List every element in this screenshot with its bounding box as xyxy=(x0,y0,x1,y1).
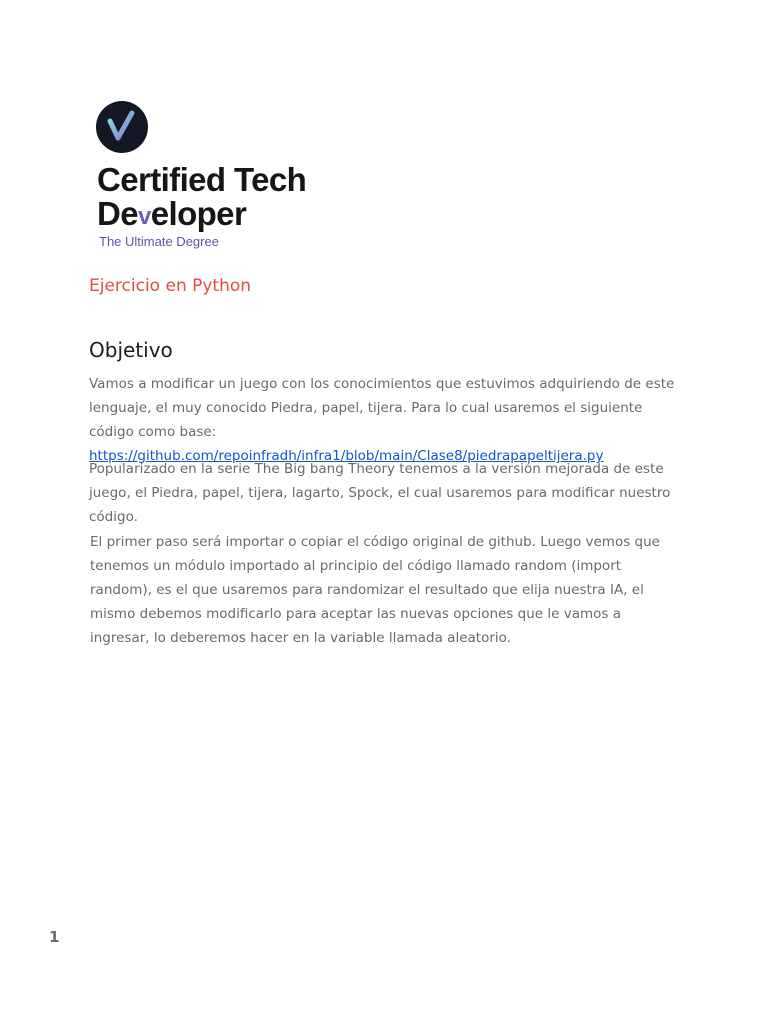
logo-wordmark-part-1: De xyxy=(97,195,138,232)
github-code-link[interactable]: https://github.com/repoinfradh/infra1/blob/main/Clase8/piedrapapeltijera.py xyxy=(89,448,604,464)
page-number: 1 xyxy=(49,928,60,946)
checkmark-logo-icon xyxy=(96,101,148,153)
certified-tech-developer-logo xyxy=(96,101,356,251)
logo-wordmark-part-2: eloper xyxy=(150,195,247,232)
objective-heading: Objetivo xyxy=(89,338,173,362)
logo-tagline: The Ultimate Degree xyxy=(99,234,219,249)
checkmark-logo-svg xyxy=(96,101,148,153)
section-label: Ejercicio en Python xyxy=(89,276,252,296)
paragraph-first-step: El primer paso será importar o copiar el código original de github. Luego vemos que tenemos un módulo importado al principio del código llamado random (import random), es el que usaremos para randomizar el resultado que elija nuestra IA, el mismo debemos modificarlo para aceptar las nuevas opciones que le vamos a ingresar, lo deberemos hacer en la variable llamada aleatorio. xyxy=(90,534,660,646)
paragraph-intro xyxy=(89,372,681,468)
paragraph-big-bang: Popularizado en la serie The Big bang Theory tenemos a la versión mejorada de este juego, el Piedra, papel, tijera, lagarto, Spock, el cual usaremos para modificar nuestro código. xyxy=(89,461,671,525)
logo-wordmark-line-1: Certified Tech xyxy=(97,161,307,198)
logo-wordmark-line-2 xyxy=(97,197,246,235)
paragraph-intro-text: Vamos a modificar un juego con los conocimientos que estuvimos adquiriendo de este lenguaje, el muy conocido Piedra, papel, tijera. Para lo cual usaremos el siguiente código como base: xyxy=(89,376,675,440)
logo-wordmark-accent: v xyxy=(138,203,151,230)
